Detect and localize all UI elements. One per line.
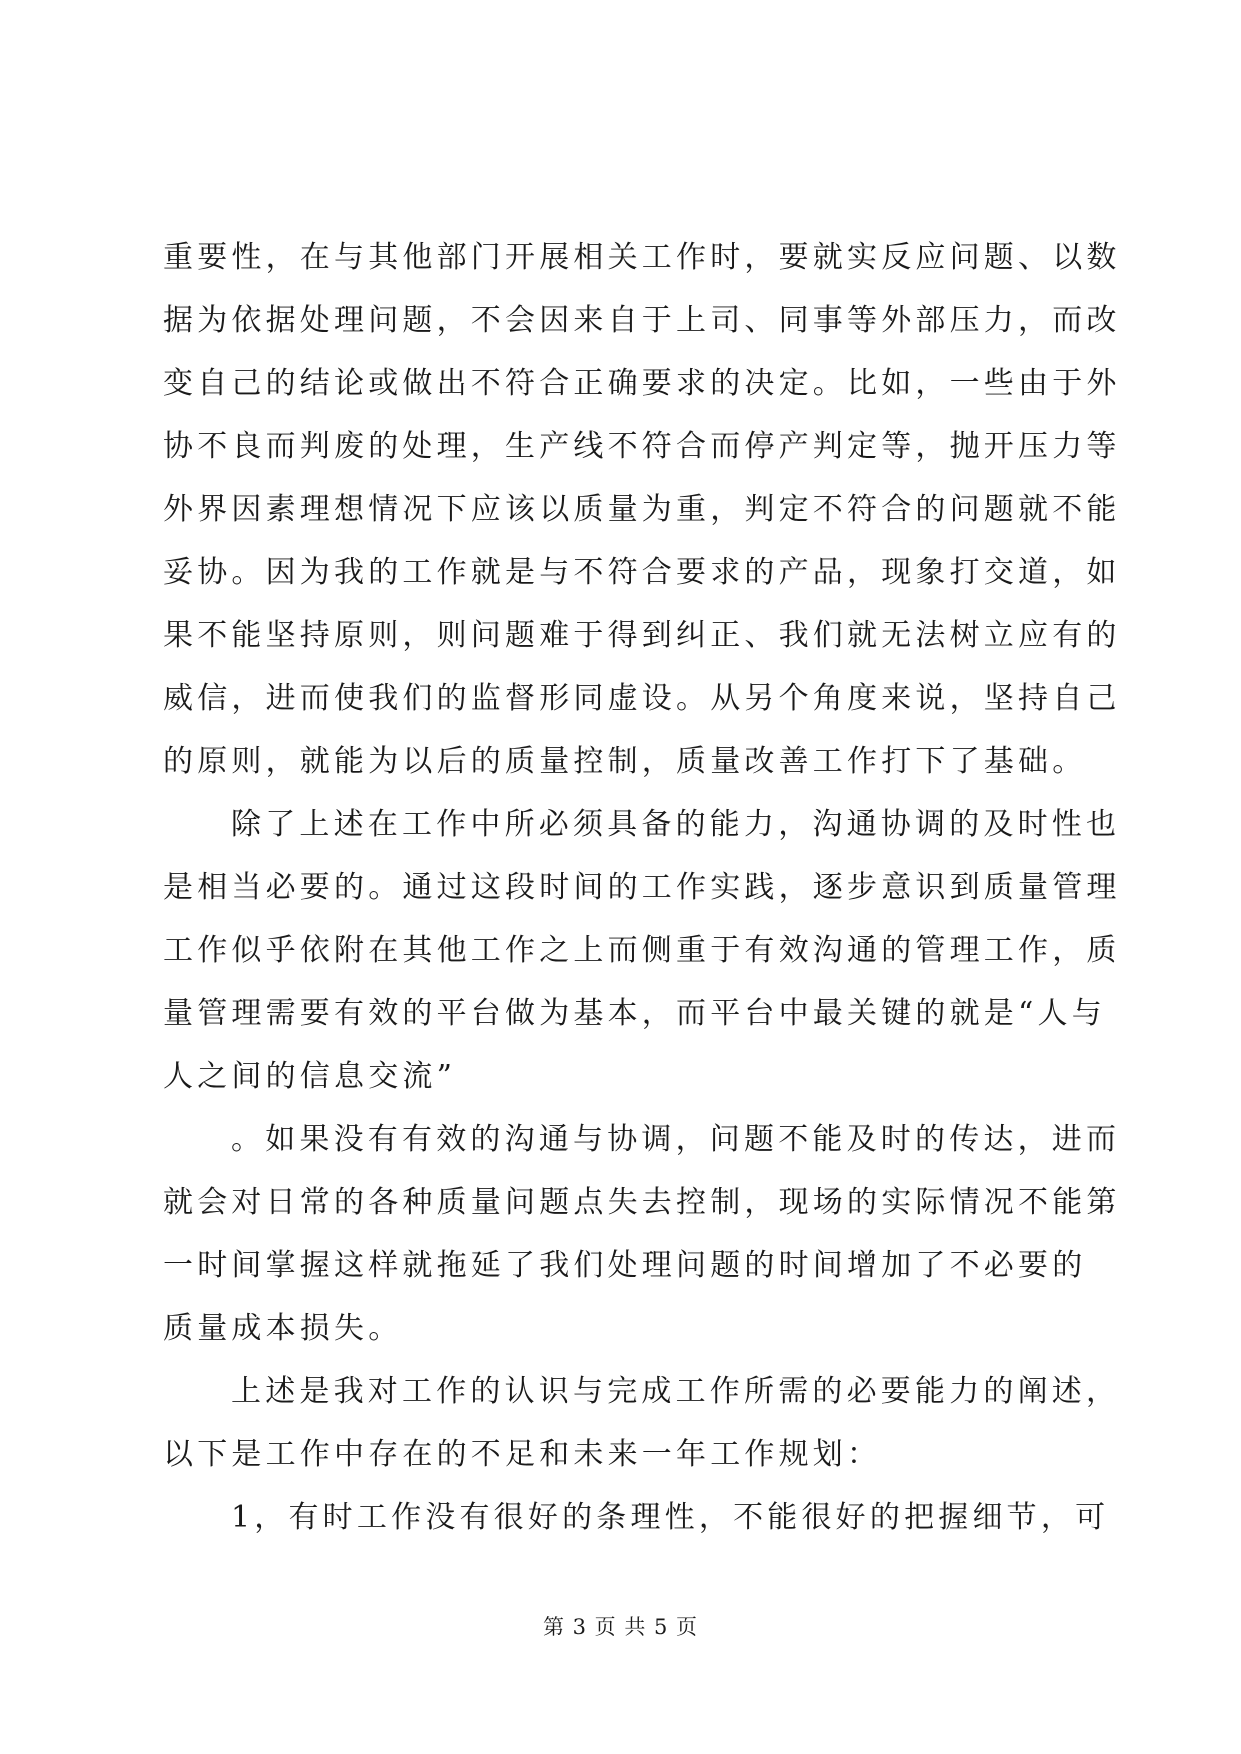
text-line: 除了上述在工作中所必须具备的能力，沟通协调的及时性也: [231, 807, 1121, 842]
paragraph-3: [163, 1108, 1121, 1360]
text-line: 威信，进而使我们的监督形同虚设。从另个角度来说，坚持自己: [163, 681, 1121, 716]
text-line: 果不能坚持原则，则问题难于得到纠正、我们就无法树立应有的: [163, 618, 1121, 653]
text-line: 外界因素理想情况下应该以质量为重，判定不符合的问题就不能: [163, 492, 1121, 527]
text-line: 人之间的信息交流”: [163, 1059, 457, 1094]
paragraph-1: [163, 226, 1121, 793]
document-body: [163, 226, 1121, 1549]
text-line: 协不良而判废的处理，生产线不符合而停产判定等，抛开压力等: [163, 429, 1121, 464]
text-line: 以下是工作中存在的不足和未来一年工作规划：: [163, 1437, 882, 1472]
text-line: 重要性，在与其他部门开展相关工作时，要就实反应问题、以数: [163, 240, 1121, 275]
text-line: 就会对日常的各种质量问题点失去控制，现场的实际情况不能第: [163, 1185, 1121, 1220]
text-line: 质量成本损失。: [163, 1311, 403, 1346]
text-line: 工作似乎依附在其他工作之上而侧重于有效沟通的管理工作，质: [163, 933, 1121, 968]
text-line: 上述是我对工作的认识与完成工作所需的必要能力的阐述，: [231, 1374, 1121, 1409]
page-number-footer: 第 3 页 共 5 页: [542, 1615, 699, 1639]
text-line: 的原则，就能为以后的质量控制，质量改善工作打下了基础。: [163, 744, 1087, 779]
paragraph-5: [163, 1486, 1110, 1549]
text-line: 据为依据处理问题，不会因来自于上司、同事等外部压力，而改: [163, 303, 1121, 338]
paragraph-2: [163, 793, 1121, 1108]
text-line: 1，有时工作没有很好的条理性，不能很好的把握细节，可: [231, 1500, 1110, 1535]
text-line: 妥协。因为我的工作就是与不符合要求的产品，现象打交道，如: [163, 555, 1121, 590]
text-line: 量管理需要有效的平台做为基本，而平台中最关键的就是“人与: [163, 996, 1106, 1031]
text-line: 一时间掌握这样就拖延了我们处理问题的时间增加了不必要的: [163, 1248, 1087, 1283]
text-line: 。如果没有有效的沟通与协调，问题不能及时的传达，进而: [231, 1122, 1121, 1157]
paragraph-4: [163, 1360, 1121, 1486]
text-line: 是相当必要的。通过这段时间的工作实践，逐步意识到质量管理: [163, 870, 1121, 905]
text-line: 变自己的结论或做出不符合正确要求的决定。比如，一些由于外: [163, 366, 1121, 401]
